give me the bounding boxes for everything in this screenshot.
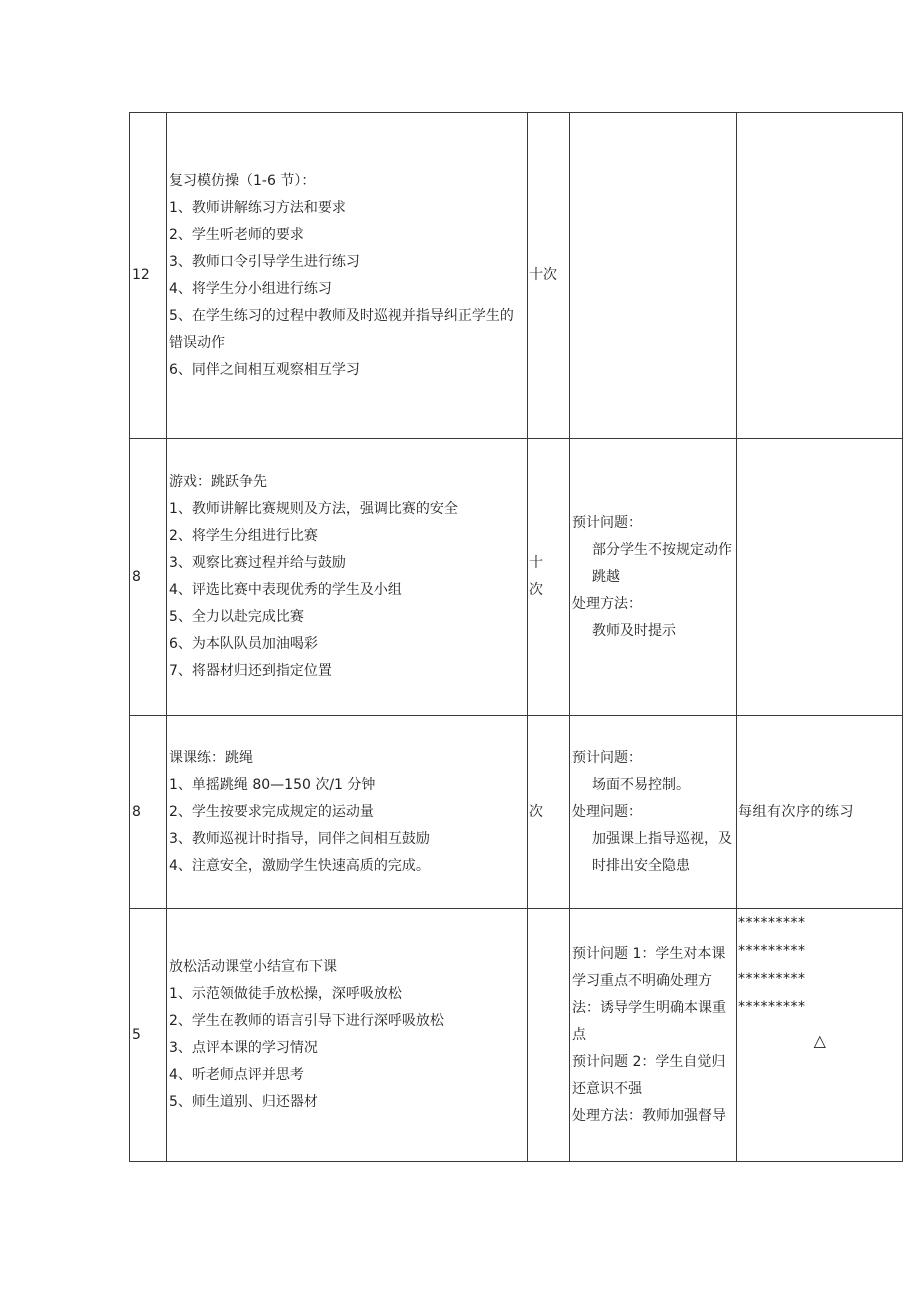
content-line: 游戏：跳跃争先 xyxy=(169,474,267,490)
content-line: 7、将器材归还到指定位置 xyxy=(169,663,332,679)
notes-line: 预计问题 2：学生自觉归还意识不强 xyxy=(572,1053,726,1097)
formation-line: ********* xyxy=(738,915,806,931)
content-line: 4、听老师点评并思考 xyxy=(169,1067,304,1083)
content-cell xyxy=(167,113,528,439)
content-line: 复习模仿操（1-6 节）： xyxy=(169,172,316,189)
table-row xyxy=(130,439,903,716)
content-line: 4、将学生分小组进行练习 xyxy=(169,280,332,297)
content-line: 1、教师讲解练习方法和要求 xyxy=(169,199,346,216)
content-line: 4、注意安全，激励学生快速高质的完成。 xyxy=(169,857,430,874)
content-line: 3、教师巡视计时指导，同伴之间相互鼓励 xyxy=(169,830,430,847)
count-cell xyxy=(528,439,570,716)
content-line: 放松活动课堂小结宣布下课 xyxy=(169,959,337,975)
content-line: 4、评选比赛中表现优秀的学生及小组 xyxy=(169,582,402,598)
content-line: 课课练：跳绳 xyxy=(169,749,253,766)
organization-cell xyxy=(737,439,903,716)
content-line: 2、学生在教师的语言引导下进行深呼吸放松 xyxy=(169,1013,444,1029)
content-line: 3、教师口令引导学生进行练习 xyxy=(169,253,360,270)
table-row xyxy=(130,113,903,439)
content-cell xyxy=(167,439,528,716)
organization-cell xyxy=(737,909,903,1162)
content-line: 5、在学生练习的过程中教师及时巡视并指导纠正学生的错误动作 xyxy=(169,307,514,351)
content-line: 3、点评本课的学习情况 xyxy=(169,1040,318,1056)
content-line: 1、单摇跳绳 80—150 次/1 分钟 xyxy=(169,776,376,793)
content-line: 5、全力以赴完成比赛 xyxy=(169,609,304,625)
content-line: 2、将学生分组进行比赛 xyxy=(169,528,318,544)
time-cell: 5 xyxy=(130,909,167,1162)
content-line: 3、观察比赛过程并给与鼓励 xyxy=(169,555,346,571)
notes-cell xyxy=(570,909,737,1162)
content-line: 2、学生听老师的要求 xyxy=(169,226,304,243)
content-line: 2、学生按要求完成规定的运动量 xyxy=(169,803,374,820)
table-row xyxy=(130,716,903,909)
time-cell: 8 xyxy=(130,439,167,716)
organization-cell xyxy=(737,113,903,439)
time-cell: 8 xyxy=(130,716,167,909)
notes-line: 教师及时提示 xyxy=(592,622,676,639)
table-row xyxy=(130,909,903,1162)
notes-line: 加强课上指导巡视，及时排出安全隐患 xyxy=(592,830,732,874)
count-cell xyxy=(528,909,570,1162)
count-line: 十 xyxy=(529,555,543,571)
notes-line: 处理方法：教师加强督导 xyxy=(572,1107,726,1124)
content-cell xyxy=(167,909,528,1162)
content-cell xyxy=(167,716,528,909)
teacher-triangle-icon: △ xyxy=(813,1031,827,1050)
count-line: 次 xyxy=(529,582,543,598)
notes-line: 预计问题： xyxy=(572,749,642,766)
notes-cell xyxy=(570,439,737,716)
notes-cell xyxy=(570,716,737,909)
content-line: 5、师生道别、归还器材 xyxy=(169,1094,318,1110)
notes-line: 预计问题： xyxy=(572,514,642,531)
notes-line: 场面不易控制。 xyxy=(592,776,690,793)
lesson-plan-table xyxy=(129,112,903,1162)
content-line: 1、教师讲解比赛规则及方法，强调比赛的安全 xyxy=(169,501,458,517)
content-line: 1、示范领做徒手放松操，深呼吸放松 xyxy=(169,986,402,1002)
time-cell: 12 xyxy=(130,113,167,439)
formation-line: ********* xyxy=(738,943,806,959)
notes-line: 预计问题 1：学生对本课学习重点不明确处理方法：诱导学生明确本课重点 xyxy=(572,945,726,1043)
formation-line: ********* xyxy=(738,971,806,987)
notes-line: 处理问题： xyxy=(572,803,642,820)
notes-cell xyxy=(570,113,737,439)
count-cell: 次 xyxy=(528,716,570,909)
content-line: 6、为本队队员加油喝彩 xyxy=(169,636,318,652)
organization-cell xyxy=(737,716,903,909)
count-cell: 十次 xyxy=(528,113,570,439)
formation-line: ********* xyxy=(738,999,806,1015)
org-line: 每组有次序的练习 xyxy=(738,804,854,820)
notes-line: 部分学生不按规定动作跳越 xyxy=(592,541,732,585)
notes-line: 处理方法： xyxy=(572,595,642,612)
content-line: 6、同伴之间相互观察相互学习 xyxy=(169,361,360,378)
